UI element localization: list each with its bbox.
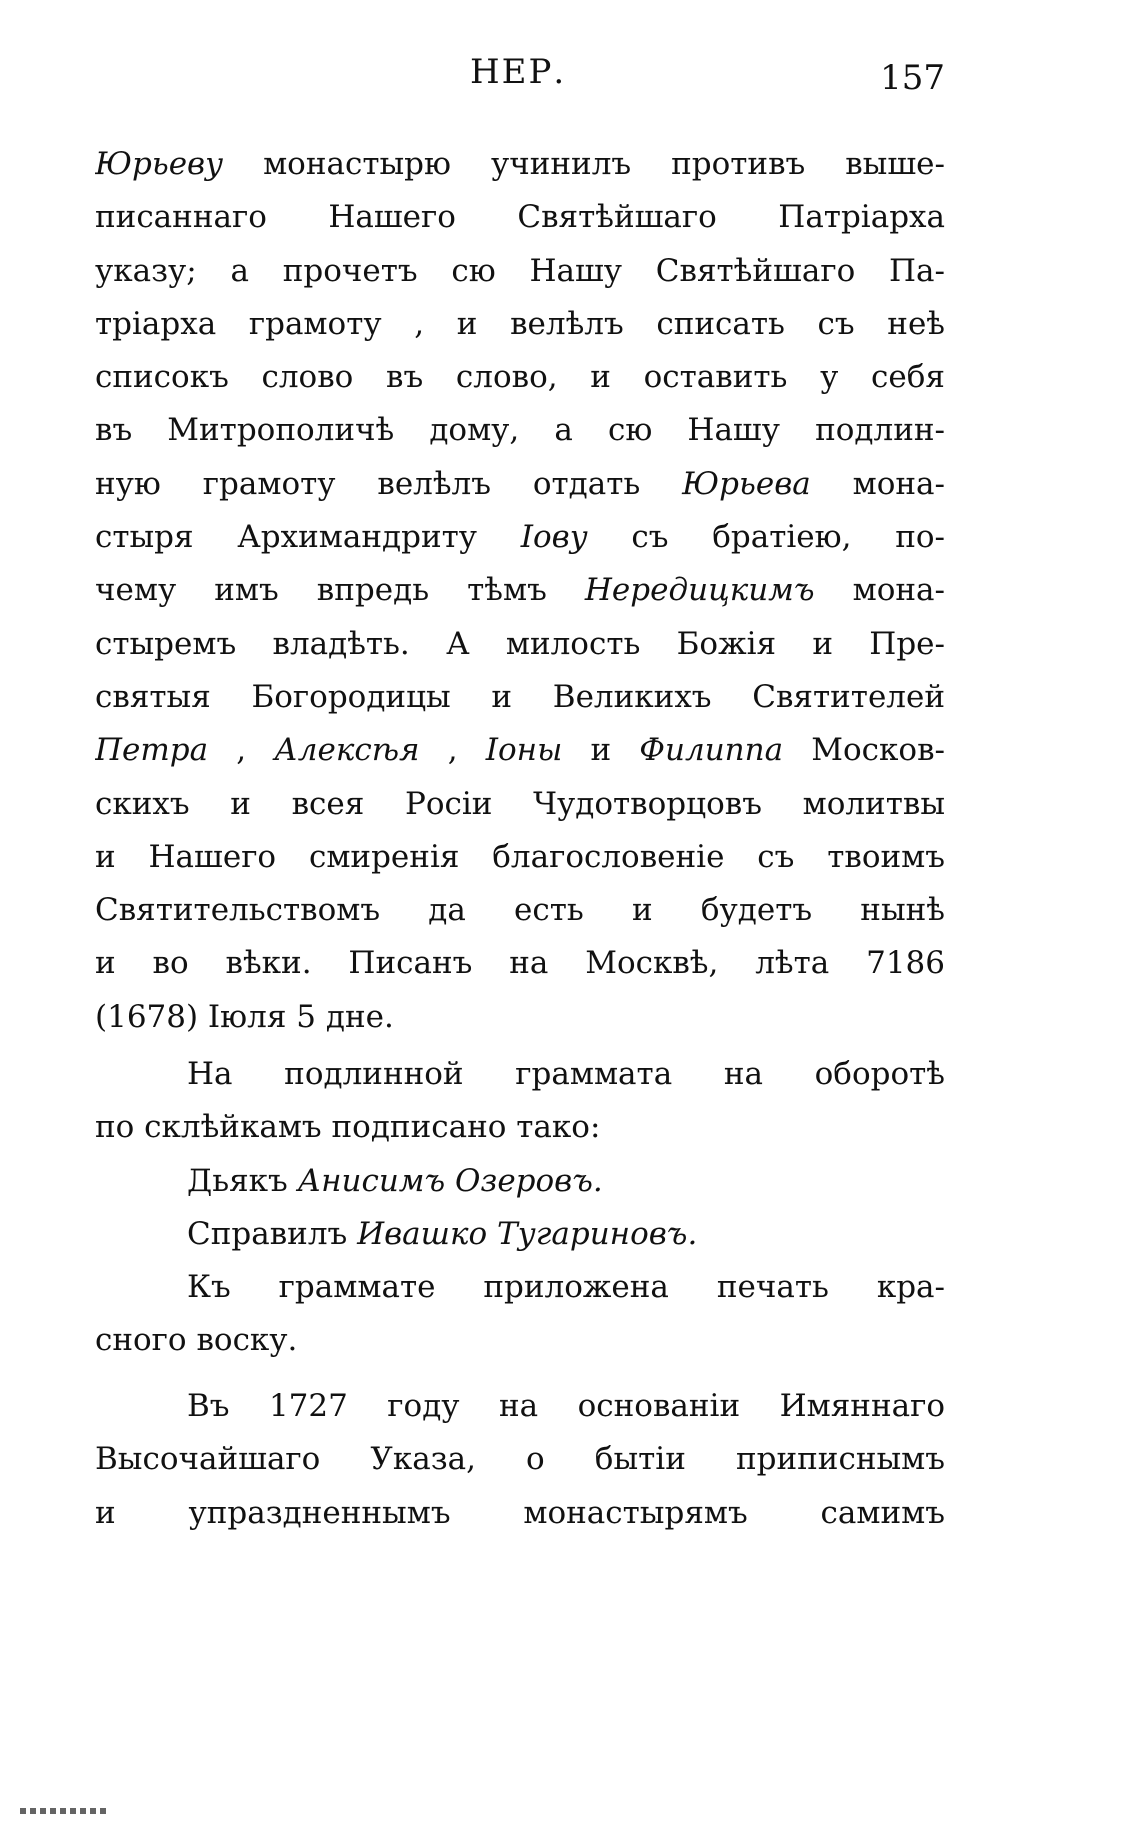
text-line bbox=[95, 991, 945, 1044]
italic-text-run: Юрьеву bbox=[95, 146, 224, 182]
text-run: писаннаго Нашего Святѣйшаго Патрiарха bbox=[95, 199, 945, 236]
italic-text-run: Филиппа bbox=[639, 732, 784, 769]
paragraph-signatures bbox=[95, 1048, 945, 1368]
text-line bbox=[95, 511, 945, 564]
text-run: скихъ и всея Росiи Чудотворцовъ молитвы bbox=[95, 785, 945, 822]
text-run: мона- bbox=[814, 572, 945, 609]
text-run: съ братiею, по- bbox=[587, 519, 945, 556]
text-run: (1678) Iюля 5 дне. bbox=[95, 998, 394, 1035]
text-run: На подлинной граммата на оборотѣ bbox=[187, 1056, 945, 1092]
italic-text-run: Алексѣя bbox=[274, 732, 420, 769]
italic-text-run: Петра bbox=[95, 732, 209, 769]
text-line bbox=[95, 1101, 945, 1154]
paragraph-1727 bbox=[95, 1380, 945, 1540]
running-head bbox=[95, 52, 945, 112]
text-line bbox=[95, 404, 945, 457]
text-line bbox=[95, 298, 945, 351]
text-run: , bbox=[419, 732, 486, 769]
text-run: чему имъ впредь тѣмъ bbox=[95, 572, 585, 609]
signature-line-spravil bbox=[95, 1208, 945, 1261]
text-line bbox=[95, 458, 945, 511]
running-head-title: НЕР. bbox=[470, 52, 567, 92]
paragraph-charter-text bbox=[95, 138, 945, 1044]
text-run: стыремъ владѣть. А милость Божiя и Пре- bbox=[95, 625, 945, 662]
text-line bbox=[95, 671, 945, 724]
italic-text-run: Ивашко Тугариновъ. bbox=[357, 1215, 698, 1252]
text-line bbox=[95, 351, 945, 404]
text-line bbox=[95, 138, 945, 191]
signature-line-dyak bbox=[95, 1155, 945, 1208]
text-run: и bbox=[562, 732, 640, 769]
text-line bbox=[95, 1487, 945, 1540]
text-line bbox=[95, 191, 945, 244]
text-run: списокъ слово въ слово, и оставить у себя bbox=[95, 359, 945, 396]
italic-text-run: Анисимъ Озеровъ. bbox=[297, 1162, 603, 1199]
text-line bbox=[95, 1433, 945, 1486]
italic-text-run: Iову bbox=[520, 519, 588, 556]
text-line bbox=[95, 937, 945, 990]
text-run: въ Митрополичѣ дому, а сю Нашу подлин- bbox=[95, 412, 945, 449]
text-run: Москов- bbox=[783, 732, 945, 769]
text-line bbox=[95, 618, 945, 671]
italic-text-run: Юрьева bbox=[682, 465, 811, 502]
text-run: святыя Богородицы и Великихъ Святителей bbox=[95, 678, 945, 715]
text-line bbox=[95, 564, 945, 617]
text-run: трiарха грамоту , и велѣлъ списать съ неѣ bbox=[95, 305, 945, 342]
text-run: и упраздненнымъ монастырямъ самимъ bbox=[95, 1494, 945, 1531]
text-run: Святительствомъ да есть и будетъ нынѣ bbox=[95, 892, 945, 929]
text-run: Дьякъ bbox=[187, 1162, 298, 1199]
text-run: стыря Архимандриту bbox=[95, 519, 521, 556]
text-run: , bbox=[208, 732, 275, 769]
text-line bbox=[95, 884, 945, 937]
text-run: указу; а прочетъ сю Нашу Святѣйшаго Па- bbox=[95, 252, 945, 289]
text-line bbox=[95, 1261, 945, 1314]
printer-mark bbox=[20, 1808, 110, 1814]
italic-text-run: Нередицкимъ bbox=[584, 572, 815, 609]
text-line bbox=[95, 724, 945, 777]
text-run: Въ 1727 году на основанiи Имяннаго bbox=[187, 1388, 945, 1424]
text-line bbox=[95, 1314, 945, 1367]
italic-text-run: Iоны bbox=[485, 732, 563, 769]
text-run: мона- bbox=[810, 465, 945, 502]
text-run: Къ граммате приложена печать кра- bbox=[187, 1269, 945, 1306]
text-run: монастырю учинилъ противъ выше- bbox=[223, 146, 945, 182]
text-line bbox=[95, 245, 945, 298]
text-run: сного воску. bbox=[95, 1322, 298, 1359]
text-line bbox=[95, 1048, 945, 1101]
text-run: и Нашего смиренiя благословенiе съ твоимъ bbox=[95, 838, 945, 875]
text-run: ную грамоту велѣлъ отдать bbox=[95, 465, 683, 502]
text-line bbox=[95, 1380, 945, 1433]
text-run: и во вѣки. Писанъ на Москвѣ, лѣта 7186 bbox=[95, 945, 945, 982]
text-line bbox=[95, 778, 945, 831]
page-number: 157 bbox=[880, 58, 945, 98]
text-run: Высочайшаго Указа, о бытiи приписнымъ bbox=[95, 1441, 945, 1478]
text-line bbox=[95, 831, 945, 884]
text-run: Справилъ bbox=[187, 1215, 358, 1252]
text-run: по склѣйкамъ подписано тако: bbox=[95, 1109, 601, 1146]
